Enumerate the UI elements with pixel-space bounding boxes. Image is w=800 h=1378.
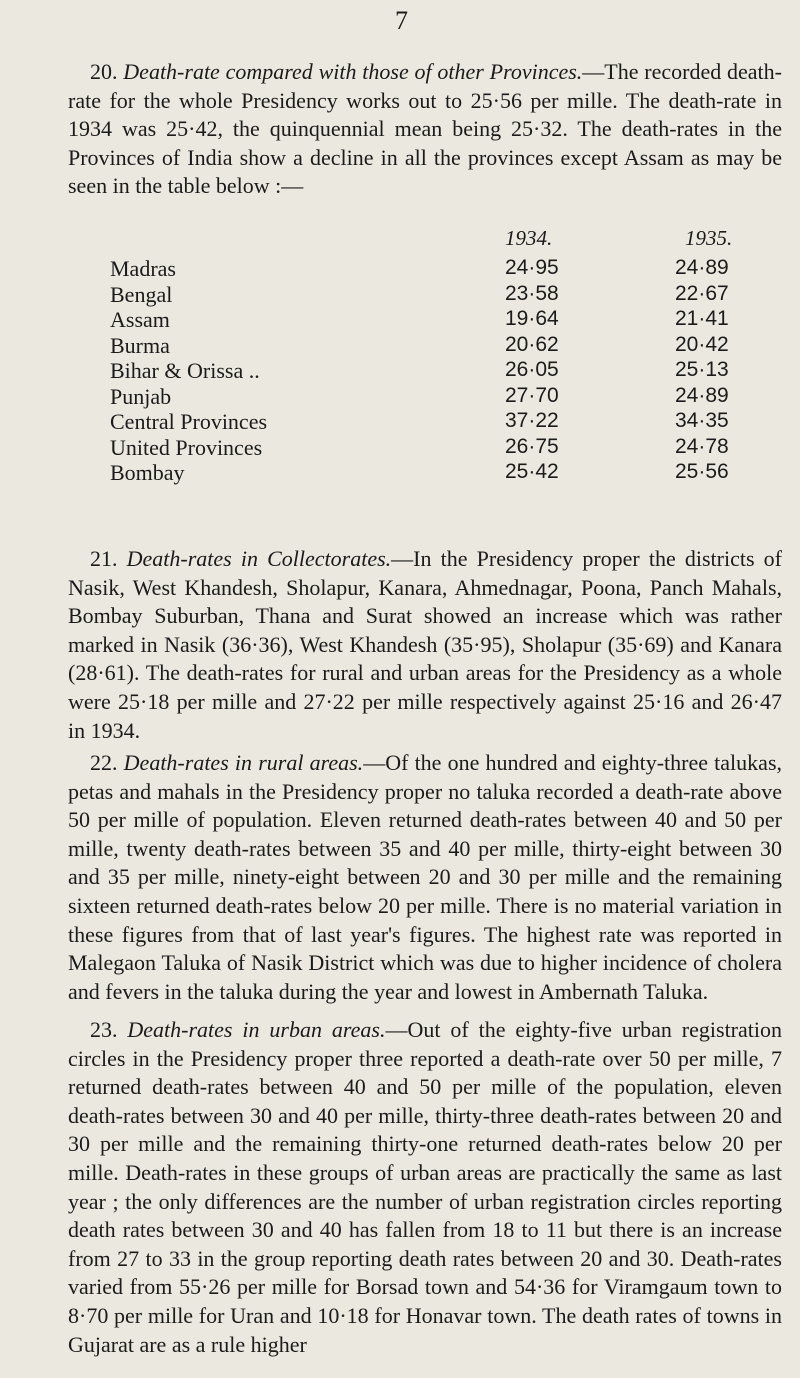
table-row (110, 358, 790, 384)
paragraph-23-text: —Out of the eighty-five urban registration circles in the Presidency proper three reported a death-rate over 50 per mille, 7 returned death-rates between 40 and 50 per mille of the population, eleven death-rates between 30 and 40 per mille, thirty-three death-rates between 20 and 30 per mille and the remaining thirty-one returned death-rates below 20 per mille. Death-rates in these groups of urban areas are practically the same as last year ; the only differences are the number of urban registration circles reporting death rates between 30 and 40 has fallen from 18 to 11 but there is an increase from 27 to 33 in the group reporting death rates between 20 and 30. Death-rates varied from 55·26 per mille for Borsad town and 54·36 for Viramgaum town to 8·70 per mille for Uran and 10·18 for Honavar town. The death rates of towns in Gujarat are as a rule higher (68, 1017, 782, 1357)
table-row (110, 384, 790, 410)
rate-1934: 26·05 (505, 358, 559, 381)
rate-1934: 19·64 (505, 307, 559, 330)
rate-1934: 20·62 (505, 332, 559, 356)
rate-1935: 22·67 (675, 281, 729, 305)
paragraph-21-heading: Death-rates in Collectorates. (126, 546, 392, 571)
province-name: Central Provinces (110, 409, 268, 434)
province-name: Punjab (110, 383, 172, 409)
province-name: United Provinces (110, 434, 263, 460)
table-row (110, 333, 790, 359)
year-1935-header: 1935. (685, 226, 733, 250)
rate-1934: 37·22 (505, 409, 559, 432)
paragraph-20-text: —The recorded death-rate for the whole Presidency works out to 25·56 per mille. The death-rate in 1934 was 25·42, the quinquennial mean being 25·32. The death-rates in the Provinces of India show a decline in all the provinces except Assam as may be seen in the table below :— (68, 59, 783, 199)
rate-1934: 27·70 (505, 383, 559, 407)
paragraph-22-number: 22. (90, 750, 118, 775)
year-1934-header: 1934. (505, 226, 553, 250)
rate-1935: 24·89 (675, 383, 729, 407)
table-row (110, 307, 790, 333)
table-row (110, 435, 790, 461)
table-row (110, 460, 790, 486)
rate-1935: 20·42 (675, 332, 729, 356)
province-name: Madras (110, 256, 176, 281)
rate-1935: 24·89 (675, 256, 729, 279)
rate-1934: 24·95 (505, 256, 559, 279)
paragraph-22 (68, 749, 782, 1006)
rate-1935: 24·78 (675, 434, 729, 458)
paragraph-20-heading: Death-rate compared with those of other Provinces. (123, 59, 583, 84)
page-number: 7 (395, 6, 408, 35)
table-row (110, 256, 790, 282)
rate-1934: 23·58 (505, 281, 559, 305)
paragraph-21-number: 21. (90, 546, 118, 571)
rate-1934: 25·42 (505, 460, 559, 483)
paragraph-20 (68, 58, 782, 201)
paragraph-22-text: —Of the one hundred and eighty-three talukas, petas and mahals in the Presidency proper no taluka recorded a death-rate above 50 per mille of population. Eleven returned death-rates between 40 and 50 per mille, twenty death-rates between 35 and 40 per mille, thirty-eight between 30 and 35 per mille, ninety-eight between 20 and 30 per mille and the remaining sixteen returned death-rates below 20 per mille. There is no material variation in these figures from that of last year's figures. The highest rate was reported in Malegaon Taluka of Nasik District which was due to higher incidence of cholera and fevers in the taluka during the year and lowest in Ambernath Taluka. (68, 750, 783, 1004)
paragraph-20-number: 20. (90, 59, 118, 84)
paragraph-22-heading: Death-rates in rural areas. (123, 750, 364, 775)
province-name: Bengal (110, 281, 173, 307)
paragraph-23-heading: Death-rates in urban areas. (127, 1017, 386, 1042)
province-name: Burma (110, 332, 170, 358)
table-row (110, 282, 790, 308)
province-name: Bombay (110, 460, 185, 485)
paragraph-21 (68, 545, 782, 745)
paragraph-23 (68, 1016, 782, 1359)
province-name: Assam (110, 307, 170, 332)
rate-1935: 25·56 (675, 460, 729, 483)
rate-1935: 21·41 (675, 307, 729, 330)
paragraph-21-text: —In the Presidency proper the districts of Nasik, West Khandesh, Sholapur, Kanara, Ahmednagar, Poona, Panch Mahals, Bombay Suburban, Thana and Surat showed an increase which was rather marked in Nasik (36·36), West Khandesh (35·95), Sholapur (35·69) and Kanara (28·61). The death-rates for rural and urban areas for the Presidency as a whole were 25·18 per mille and 27·22 per mille respectively against 25·16 and 26·47 in 1934. (68, 546, 783, 743)
rate-1935: 34·35 (675, 409, 729, 432)
table-row (110, 409, 790, 435)
paragraph-23-number: 23. (90, 1017, 118, 1042)
province-name: Bihar & Orissa .. (110, 358, 260, 383)
rate-1934: 26·75 (505, 434, 559, 458)
rate-1935: 25·13 (675, 358, 729, 381)
